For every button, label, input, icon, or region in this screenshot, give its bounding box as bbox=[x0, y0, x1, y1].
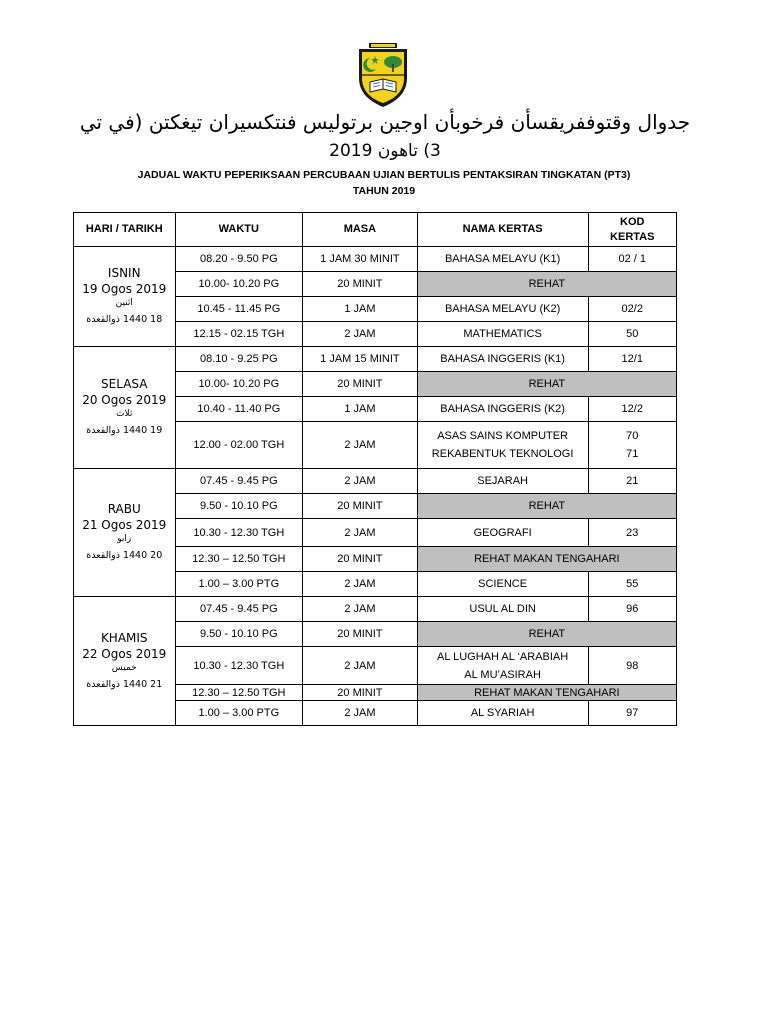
nama-kertas-cell: USUL AL DIN bbox=[417, 597, 588, 622]
jawi-title: جدوال وقتوففريقسأن فرخوبأن اوجين برتوليس فنتكسيران تيغكتن (في تي bbox=[79, 110, 691, 134]
waktu-cell: 10.30 - 12.30 TGH bbox=[175, 519, 303, 547]
kod-kertas-cell: 02/2 bbox=[588, 297, 676, 322]
nama-kertas-line1: ASAS SAINS KOMPUTER bbox=[437, 430, 569, 442]
rehat-makan-cell: REHAT MAKAN TENGAHARI bbox=[417, 547, 676, 572]
nama-kertas-cell: BAHASA MELAYU (K2) bbox=[417, 297, 588, 322]
nama-kertas-line2: REKABENTUK TEKNOLOGI bbox=[431, 448, 574, 460]
kod-kertas-cell: 50 bbox=[588, 322, 676, 347]
waktu-cell: 10.00- 10.20 PG bbox=[175, 372, 303, 397]
waktu-cell: 10.30 - 12.30 TGH bbox=[175, 647, 303, 685]
nama-kertas-cell: GEOGRAFI bbox=[417, 519, 588, 547]
header-masa: MASA bbox=[303, 213, 418, 247]
nama-kertas-line1: AL LUGHAH AL ‘ARABIAH bbox=[436, 650, 569, 663]
table-row bbox=[74, 597, 677, 622]
header-hari-tarikh: HARI / TARIKH bbox=[74, 213, 176, 247]
kod-kertas-cell: 02 / 1 bbox=[588, 247, 676, 272]
nama-kertas-cell: BAHASA INGGERIS (K1) bbox=[417, 347, 588, 372]
nama-kertas-cell: BAHASA MELAYU (K1) bbox=[417, 247, 588, 272]
masa-cell: 2 JAM bbox=[303, 422, 418, 469]
masa-cell: 2 JAM bbox=[303, 572, 418, 597]
day-cell-khamis bbox=[74, 597, 176, 726]
kod-kertas-cell: 23 bbox=[588, 519, 676, 547]
nama-kertas-cell bbox=[417, 422, 588, 469]
masa-cell: 1 JAM bbox=[303, 297, 418, 322]
day-jawi: خميس bbox=[111, 662, 137, 673]
masa-cell: 1 JAM 30 MINIT bbox=[303, 247, 418, 272]
waktu-cell: 07.45 - 9.45 PG bbox=[175, 597, 303, 622]
masa-cell: 20 MINIT bbox=[303, 547, 418, 572]
waktu-cell: 08.20 - 9.50 PG bbox=[175, 247, 303, 272]
masa-cell: 2 JAM bbox=[303, 597, 418, 622]
masa-cell: 1 JAM bbox=[303, 397, 418, 422]
kod-kertas-line1: 70 bbox=[626, 430, 639, 442]
day-hijri-date: 20 1440 ذوالقعدة bbox=[86, 550, 163, 561]
day-date: 19 Ogos 2019 bbox=[82, 282, 167, 296]
table-header-row bbox=[74, 213, 677, 247]
waktu-cell: 10.40 - 11.40 PG bbox=[175, 397, 303, 422]
nama-kertas-cell: AL SYARIAH bbox=[417, 701, 588, 726]
waktu-cell: 07.45 - 9.45 PG bbox=[175, 469, 303, 494]
day-cell-rabu bbox=[74, 469, 176, 597]
kod-kertas-cell: 12/1 bbox=[588, 347, 676, 372]
day-date: 20 Ogos 2019 bbox=[82, 393, 167, 407]
nama-kertas-cell: SCIENCE bbox=[417, 572, 588, 597]
day-name: ISNIN bbox=[107, 266, 141, 280]
masa-cell: 20 MINIT bbox=[303, 494, 418, 519]
waktu-cell: 10.00- 10.20 PG bbox=[175, 272, 303, 297]
day-jawi: رابو bbox=[117, 534, 132, 544]
day-jawi: اثنين bbox=[115, 298, 133, 308]
day-date: 21 Ogos 2019 bbox=[82, 518, 167, 532]
rehat-makan-cell: REHAT MAKAN TENGAHARI bbox=[417, 685, 676, 701]
day-name: SELASA bbox=[101, 377, 148, 391]
kod-kertas-cell: 97 bbox=[588, 701, 676, 726]
kod-kertas-cell: 12/2 bbox=[588, 397, 676, 422]
kod-kertas-line2: 71 bbox=[626, 448, 639, 460]
waktu-cell: 12.30 – 12.50 TGH bbox=[175, 685, 303, 701]
masa-cell: 1 JAM 15 MINIT bbox=[303, 347, 418, 372]
table-row bbox=[74, 347, 677, 372]
masa-cell: 2 JAM bbox=[303, 469, 418, 494]
nama-kertas-line2: AL MU’ASIRAH bbox=[464, 668, 541, 681]
day-name: RABU bbox=[107, 502, 141, 516]
school-crest-logo bbox=[355, 42, 411, 108]
day-hijri-date: 18 1440 ذوالقعدة bbox=[86, 314, 163, 325]
document-year: TAHUN 2019 bbox=[352, 185, 416, 197]
rehat-cell: REHAT bbox=[417, 272, 676, 297]
kod-kertas-cell: 96 bbox=[588, 597, 676, 622]
masa-cell: 20 MINIT bbox=[303, 685, 418, 701]
table-row bbox=[74, 247, 677, 272]
kod-kertas-cell: 55 bbox=[588, 572, 676, 597]
kod-kertas-cell bbox=[588, 422, 676, 469]
table-row bbox=[74, 469, 677, 494]
day-hijri-date: 19 1440 ذوالقعدة bbox=[86, 425, 163, 436]
masa-cell: 20 MINIT bbox=[303, 622, 418, 647]
waktu-cell: 08.10 - 9.25 PG bbox=[175, 347, 303, 372]
day-cell-selasa bbox=[74, 347, 176, 469]
day-name: KHAMIS bbox=[100, 630, 148, 645]
header-waktu: WAKTU bbox=[175, 213, 303, 247]
kod-kertas-cell: 98 bbox=[588, 647, 676, 685]
header-nama-kertas: NAMA KERTAS bbox=[417, 213, 588, 247]
kod-kertas-cell: 21 bbox=[588, 469, 676, 494]
waktu-cell: 12.00 - 02.00 TGH bbox=[175, 422, 303, 469]
header-kod-line1: KOD bbox=[620, 215, 645, 228]
day-date: 22 Ogos 2019 bbox=[82, 646, 167, 661]
waktu-cell: 12.30 – 12.50 TGH bbox=[175, 547, 303, 572]
jawi-subtitle: 3) تاهون 2019 bbox=[329, 141, 441, 161]
masa-cell: 2 JAM bbox=[303, 519, 418, 547]
nama-kertas-cell: BAHASA INGGERIS (K2) bbox=[417, 397, 588, 422]
waktu-cell: 1.00 – 3.00 PTG bbox=[175, 572, 303, 597]
rehat-cell: REHAT bbox=[417, 372, 676, 397]
waktu-cell: 12.15 - 02.15 TGH bbox=[175, 322, 303, 347]
header-kod-line2: KERTAS bbox=[610, 230, 655, 243]
rehat-cell: REHAT bbox=[417, 494, 676, 519]
nama-kertas-cell: MATHEMATICS bbox=[417, 322, 588, 347]
masa-cell: 2 JAM bbox=[303, 322, 418, 347]
masa-cell: 2 JAM bbox=[303, 647, 418, 685]
nama-kertas-cell: SEJARAH bbox=[417, 469, 588, 494]
waktu-cell: 1.00 – 3.00 PTG bbox=[175, 701, 303, 726]
nama-kertas-cell bbox=[417, 647, 588, 685]
waktu-cell: 9.50 - 10.10 PG bbox=[175, 494, 303, 519]
document-title: JADUAL WAKTU PEPERIKSAAN PERCUBAAN UJIAN BERTULIS PENTAKSIRAN TINGKATAN (PT3) bbox=[137, 169, 631, 181]
waktu-cell: 10.45 - 11.45 PG bbox=[175, 297, 303, 322]
header-kod-kertas bbox=[588, 213, 676, 247]
waktu-cell: 9.50 - 10.10 PG bbox=[175, 622, 303, 647]
day-cell-isnin bbox=[74, 247, 176, 347]
masa-cell: 20 MINIT bbox=[303, 272, 418, 297]
rehat-cell: REHAT bbox=[417, 622, 676, 647]
masa-cell: 20 MINIT bbox=[303, 372, 418, 397]
masa-cell: 2 JAM bbox=[303, 701, 418, 726]
exam-schedule-table bbox=[73, 212, 677, 726]
day-hijri-date: 21 1440 ذوالقعدة bbox=[86, 678, 163, 690]
day-jawi: ثلاث bbox=[116, 409, 133, 419]
